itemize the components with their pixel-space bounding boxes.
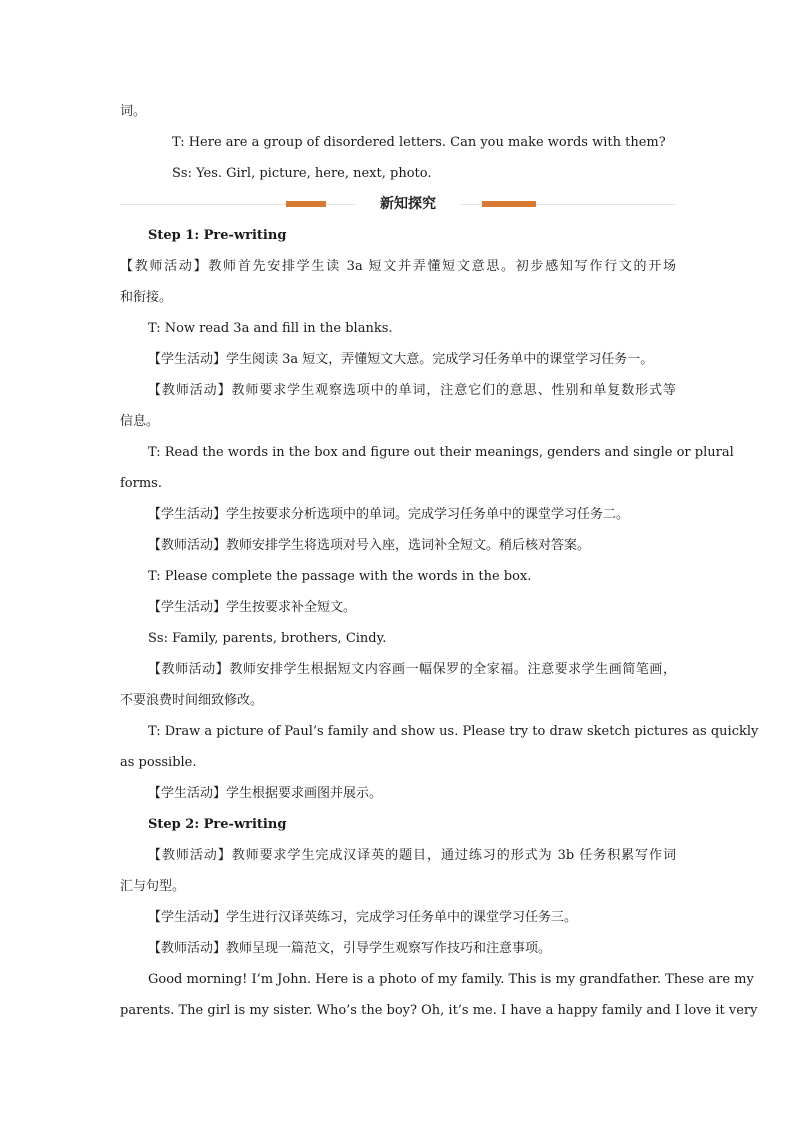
student-activity: 【学生活动】学生按要求分析选项中的单词。完成学习任务单中的课堂学习任务二。 [148, 507, 630, 522]
teacher-dialogue: T: Please complete the passage with the words in the box. [148, 569, 532, 584]
teacher-activity: 【教师活动】教师安排学生根据短文内容画一幅保罗的全家福。注意要求学生画简笔画， [148, 662, 676, 677]
sample-essay-line: parents. The girl is my sister. Who’s the boy? Oh, it’s me. I have a happy family and I love it very [120, 1003, 758, 1018]
paragraph-line: 信息。 [120, 414, 160, 429]
teacher-dialogue: T: Now read 3a and fill in the blanks. [148, 321, 393, 336]
section-accent-bar-right [482, 201, 536, 207]
paragraph-line: as possible. [120, 755, 197, 770]
teacher-dialogue: T: Read the words in the box and figure out their meanings, genders and single or plural [148, 445, 734, 460]
paragraph-line: forms. [120, 476, 162, 491]
teacher-activity: 【教师活动】教师要求学生观察选项中的单词，注意它们的意思、性别和单复数形式等 [148, 383, 676, 398]
student-dialogue: Ss: Yes. Girl, picture, here, next, photo. [172, 166, 432, 181]
student-activity: 【学生活动】学生根据要求画图并展示。 [148, 786, 383, 801]
paragraph-line: 和衔接。 [120, 290, 173, 305]
student-activity: 【学生活动】学生进行汉译英练习，完成学习任务单中的课堂学习任务三。 [148, 910, 578, 925]
teacher-dialogue: T: Draw a picture of Paul’s family and show us. Please try to draw sketch pictures as quickly [148, 724, 759, 739]
step-heading: Step 1: Pre-writing [148, 228, 287, 243]
paragraph-line: 不要浪费时间细致修改。 [120, 693, 264, 708]
teacher-activity: 【教师活动】教师安排学生将选项对号入座，选词补全短文。稍后核对答案。 [148, 538, 591, 553]
document-page [120, 96, 759, 1026]
section-header [120, 189, 676, 220]
teacher-activity: 【教师活动】教师首先安排学生读 3a 短文并弄懂短文意思。初步感知写作行文的开场 [120, 259, 676, 274]
student-activity: 【学生活动】学生按要求补全短文。 [148, 600, 357, 615]
section-accent-bar-left [286, 201, 326, 207]
section-title: 新知探究 [356, 189, 460, 220]
teacher-dialogue: T: Here are a group of disordered letters. Can you make words with them? [172, 135, 666, 150]
step-heading: Step 2: Pre-writing [148, 817, 287, 832]
sample-essay-line: Good morning! I’m John. Here is a photo of my family. This is my grandfather. These are my [148, 972, 754, 987]
paragraph-line: 词。 [120, 104, 147, 119]
student-dialogue: Ss: Family, parents, brothers, Cindy. [148, 631, 387, 646]
teacher-activity: 【教师活动】教师要求学生完成汉译英的题目，通过练习的形式为 3b 任务积累写作词 [148, 848, 676, 863]
paragraph-line: 汇与句型。 [120, 879, 186, 894]
student-activity: 【学生活动】学生阅读 3a 短文，弄懂短文大意。完成学习任务单中的课堂学习任务一。 [148, 352, 654, 367]
teacher-activity: 【教师活动】教师呈现一篇范文，引导学生观察写作技巧和注意事项。 [148, 941, 552, 956]
